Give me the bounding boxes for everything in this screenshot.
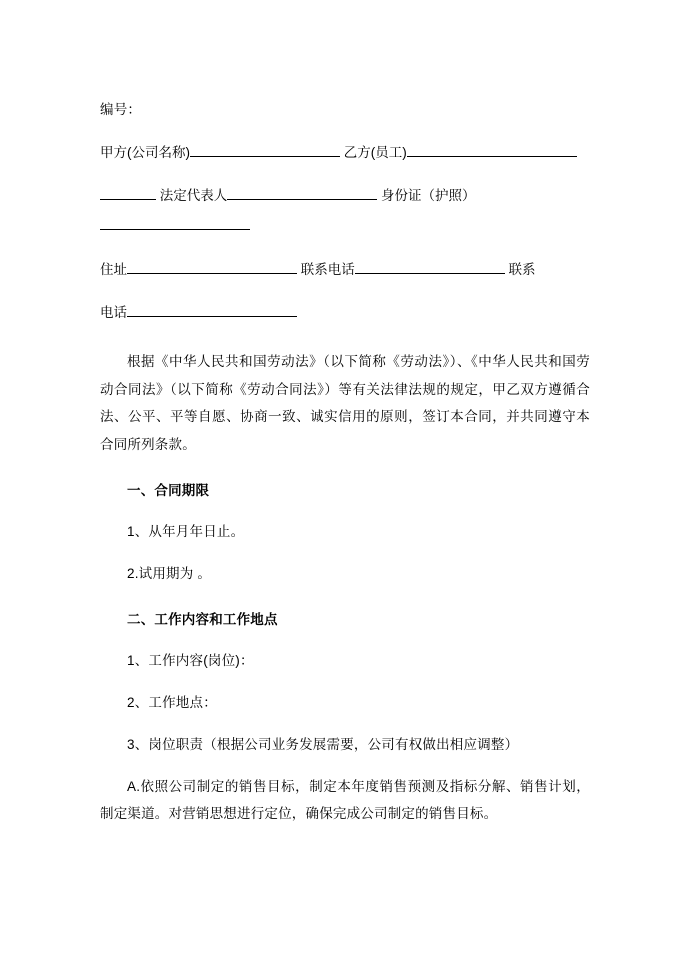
section-2-item-4: A.依照公司制定的销售目标，制定本年度销售预测及指标分解、销售计划，制定渠道。对营销思想进行定位，确保完成公司制定的销售目标。 <box>100 778 590 822</box>
document-body <box>100 96 590 828</box>
party-line-4 <box>100 298 590 328</box>
contract-number-line <box>100 96 590 124</box>
address-blank[interactable] <box>127 259 297 274</box>
legal-rep-prefix-blank[interactable] <box>100 186 156 201</box>
contact-phone-label: 联系电话 <box>300 261 355 277</box>
party-a-label: 甲方(公司名称) <box>100 144 190 160</box>
party-line-2 <box>100 181 590 240</box>
party-line-3 <box>100 255 590 285</box>
section-heading-1: 一、合同期限 <box>127 482 210 498</box>
party-a-blank[interactable] <box>190 142 340 157</box>
contact-phone-label-2: 联系 <box>508 261 536 277</box>
contract-number-label: 编号： <box>100 102 142 117</box>
section-2-item-2: 2、工作地点： <box>127 695 217 711</box>
id-blank[interactable] <box>100 216 250 231</box>
id-label: 身份证（护照） <box>381 188 476 204</box>
section-heading-2: 二、工作内容和工作地点 <box>127 611 278 627</box>
party-b-label: 乙方(员工) <box>343 144 407 160</box>
party-b-blank[interactable] <box>407 142 577 157</box>
section-2-item-3: 3、岗位职责（根据公司业务发展需要，公司有权做出相应调整） <box>127 736 519 752</box>
contact-phone-blank[interactable] <box>355 259 505 274</box>
section-2-item-1: 1、工作内容(岗位)： <box>127 653 254 669</box>
legal-rep-label: 法定代表人 <box>159 188 228 204</box>
section-1-item-1: 1、从年月年日止。 <box>127 524 245 540</box>
preamble-paragraph: 根据《中华人民共和国劳动法》（以下简称《劳动法》）、《中华人民共和国劳动合同法》（以下简称《劳动合同法》）等有关法律法规的规定，甲乙双方遵循合法、公平、平等自愿、协商一致、诚实信用的原则，签订本合同，并共同遵守本合同所列条款。 <box>100 354 590 453</box>
address-label: 住址 <box>100 261 127 277</box>
party-line-1 <box>100 138 590 168</box>
section-1-item-2: 2.试用期为 。 <box>127 566 212 582</box>
contact-phone-label-3: 电话 <box>100 305 127 321</box>
legal-rep-blank[interactable] <box>227 186 377 201</box>
contact-phone-blank-2[interactable] <box>127 303 297 318</box>
